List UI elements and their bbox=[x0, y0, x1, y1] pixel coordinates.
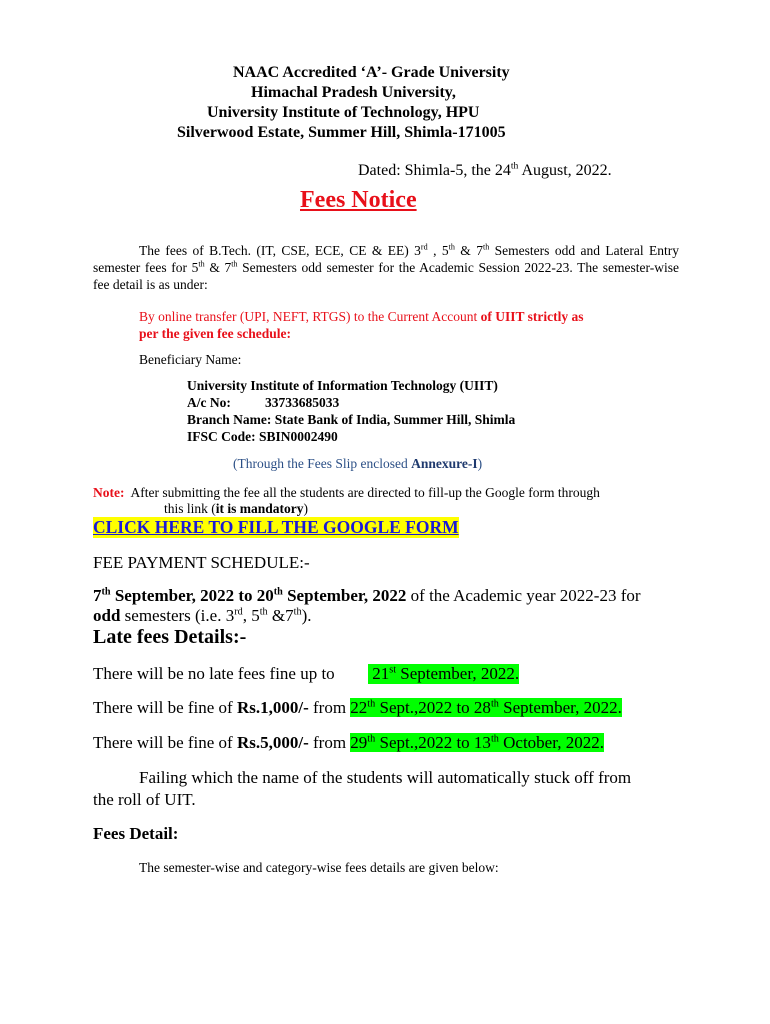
note-line-2: this link (it is mandatory) bbox=[164, 501, 309, 516]
header-line-4: Silverwood Estate, Summer Hill, Shimla-171005 bbox=[177, 124, 506, 141]
late-fee-row-2: There will be fine of Rs.1,000/- from 22th Sept.,2022 to 28th September, 2022. bbox=[93, 698, 622, 717]
late-fee-row-1: There will be no late fees fine up to bbox=[93, 664, 335, 683]
annexure-label: Annexure-I bbox=[411, 456, 478, 471]
late-fee-range-3: 29th Sept.,2022 to 13th October, 2022. bbox=[350, 733, 604, 752]
note-line-1: Note: After submitting the fee all the students are directed to fill-up the Google form through bbox=[93, 485, 600, 500]
note-label: Note: bbox=[93, 485, 125, 500]
bank-account-name: University Institute of Information Technology (UIIT) bbox=[187, 378, 498, 393]
schedule-line-2: odd semesters (i.e. 3rd, 5th &7th). bbox=[93, 606, 312, 625]
late-fee-row-3: There will be fine of Rs.5,000/- from 29th Sept.,2022 to 13th October, 2022. bbox=[93, 733, 604, 752]
bank-ac-number: 33733685033 bbox=[265, 395, 340, 410]
bank-branch: Branch Name: State Bank of India, Summer Hill, Shimla bbox=[187, 412, 516, 427]
schedule-line-1: 7th September, 2022 to 20th September, 2022 of the Academic year 2022-23 for bbox=[93, 586, 641, 605]
late-fee-range-2: 22th Sept.,2022 to 28th September, 2022. bbox=[350, 698, 622, 717]
header-line-3: University Institute of Technology, HPU bbox=[207, 104, 480, 121]
intro-paragraph: The fees of B.Tech. (IT, CSE, ECE, CE & EE) 3rd , 5th & 7th Semesters odd and Lateral Entry semester fees for 5th & 7th Semesters odd semester for the Academic Session 2022-23. The semester-wise fee detail is as under: bbox=[93, 242, 679, 292]
dated-line: Dated: Shimla-5, the 24th August, 2022. bbox=[358, 160, 612, 179]
page-title: Fees Notice bbox=[300, 187, 417, 213]
header-line-2: Himachal Pradesh University, bbox=[251, 84, 456, 101]
late-fee-date-1: 21st September, 2022. bbox=[368, 664, 519, 684]
schedule-heading: FEE PAYMENT SCHEDULE:- bbox=[93, 553, 310, 572]
fees-detail-heading: Fees Detail: bbox=[93, 824, 179, 843]
google-form-link[interactable]: CLICK HERE TO FILL THE GOOGLE FORM bbox=[93, 517, 459, 537]
fees-slip-note: (Through the Fees Slip enclosed Annexure-I) bbox=[233, 456, 483, 471]
beneficiary-label: Beneficiary Name: bbox=[139, 352, 242, 367]
late-fees-heading: Late fees Details:- bbox=[93, 626, 247, 648]
header-line-1: NAAC Accredited ‘A’- Grade University bbox=[233, 64, 510, 81]
failing-line-1: Failing which the name of the students will automatically stuck off from bbox=[139, 768, 632, 787]
bank-ifsc: IFSC Code: SBIN0002490 bbox=[187, 429, 338, 444]
bank-ac-label: A/c No: bbox=[187, 395, 231, 410]
failing-line-2: the roll of UIT. bbox=[93, 790, 196, 809]
fees-detail-text: The semester-wise and category-wise fees details are given below: bbox=[139, 860, 499, 875]
payment-instruction-line-2: per the given fee schedule: bbox=[139, 326, 291, 341]
payment-instruction-line-1: By online transfer (UPI, NEFT, RTGS) to the Current Account of UIIT strictly as bbox=[139, 309, 584, 324]
